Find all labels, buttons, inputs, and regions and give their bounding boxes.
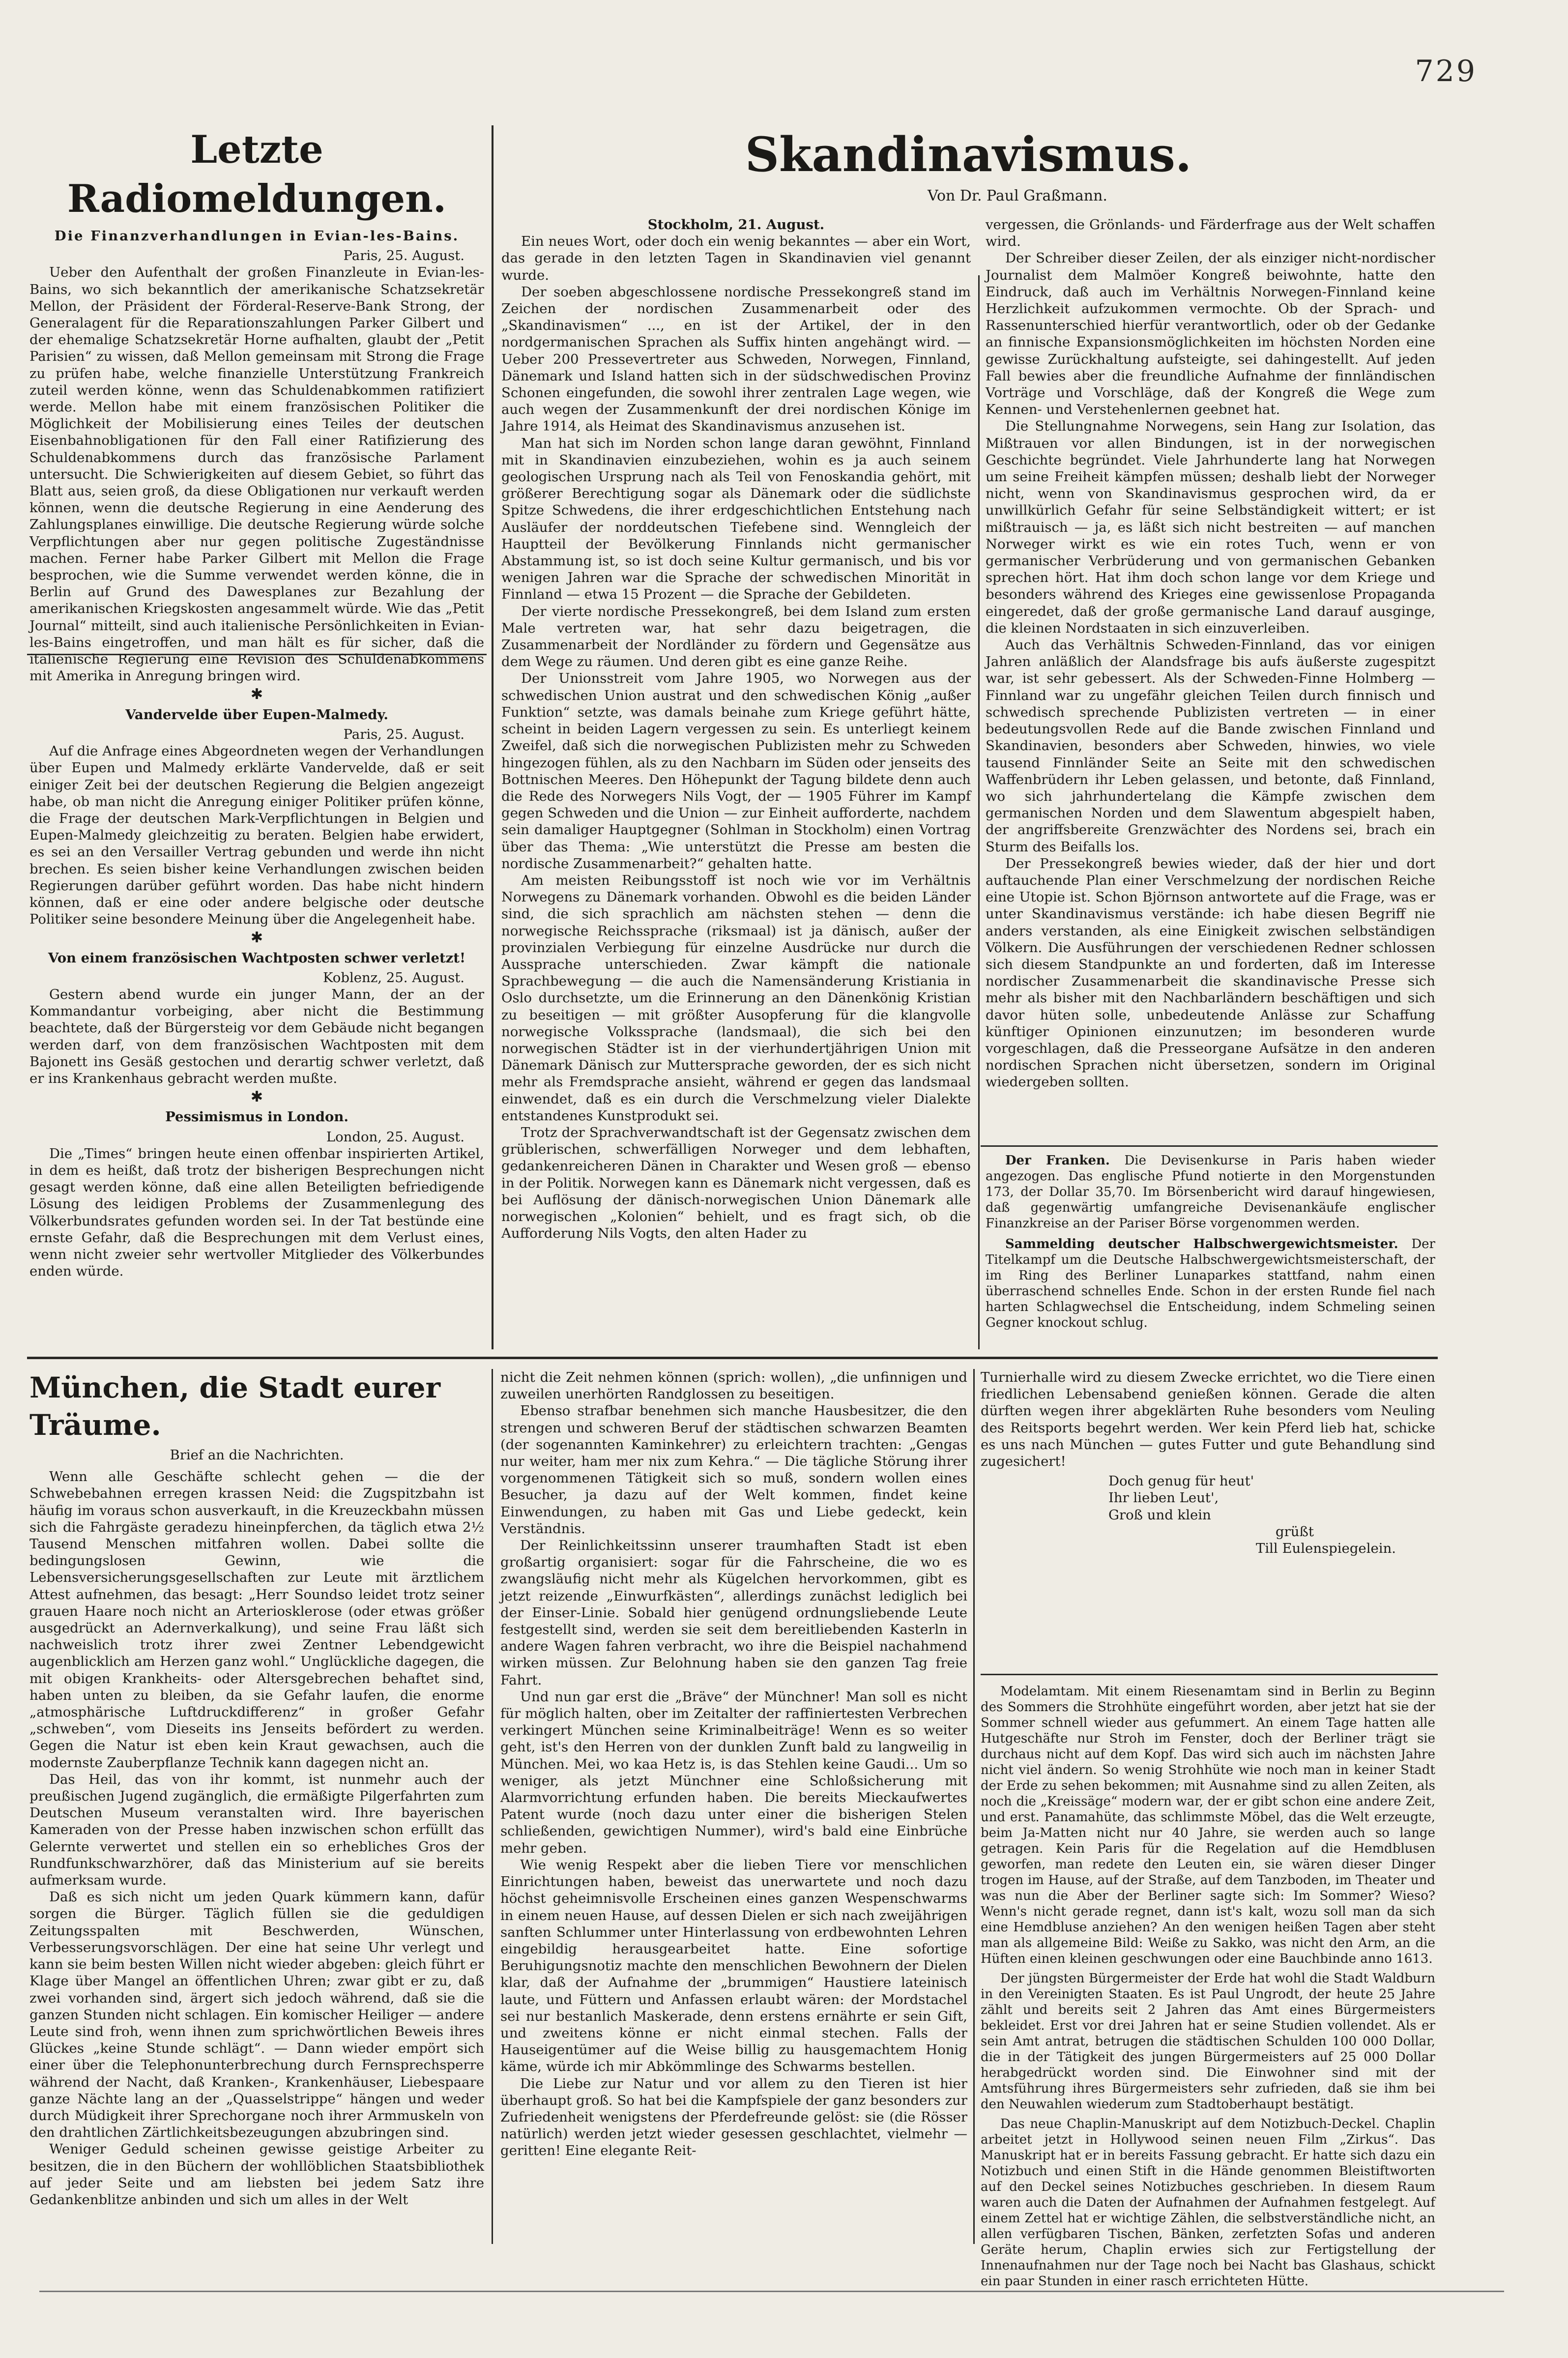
muenchen-headline: München, die Stadt eurer Träume. bbox=[29, 1371, 441, 1442]
radio-subhead-4: Pessimismus in London. bbox=[165, 1109, 348, 1125]
paragraph: Turnierhalle wird zu diesem Zwecke errichtet, wo die Tiere einen friedlichen Lebensabend genießen können. Gerade die alten dürften wegen ihrer abgeklärten Ruhe besonders vom Neuling des Reitsports begehrt werden. Wer kein Pferd lieb hat, schicke es uns nach München — gutes Futter und gute Behandlung sind zugesichert! bbox=[981, 1369, 1435, 1470]
poem-line: Ihr lieben Leut', bbox=[1108, 1490, 1219, 1506]
muenchen-column-1 bbox=[29, 1369, 484, 2244]
muenchen-column-3 bbox=[981, 1369, 1435, 1669]
radio-column bbox=[29, 125, 484, 1349]
separator-star: ✱ bbox=[250, 1088, 263, 1106]
section-rule bbox=[981, 1145, 1438, 1147]
paragraph: Der Unionsstreit vom Jahre 1905, wo Norwegen aus der schwedischen Union austrat und den schwedischen König „außer Funktion“ setzte, was damals beinahe zum Kriege geführt hätte, scheint in beiden Lagern vergessen zu sein. Es unterliegt keinem Zweifel, daß sich die norwegischen Publizisten mehr zu Schweden hingezogen fühlen, als zu den Nachbarn im Süden oder jenseits des Bottnischen Meeres. Den Höhepunkt der Tagung bildete denn auch die Rede des Norwegers Nils Vogt, der — 1905 Führer im Kampf gegen Schweden und die Union — zur Einheit aufforderte, nachdem sein damaliger Hauptgegner (Sohlman in Stockholm) einen Vortrag über das Thema: „Wie unterstützt die Presse am besten die nordische Zusammenarbeit?“ gehalten hatte. bbox=[501, 670, 971, 872]
radio-headline: Letzte Radiomeldungen. bbox=[67, 127, 447, 221]
muenchen-subhead: Brief an die Nachrichten. bbox=[170, 1447, 344, 1463]
radio-dateline-1: Paris, 25. August. bbox=[343, 248, 465, 264]
radio-dateline-2: Paris, 25. August. bbox=[343, 726, 465, 742]
column-rule bbox=[978, 275, 980, 1349]
poem-line: Groß und klein bbox=[1108, 1507, 1211, 1523]
note bbox=[986, 1153, 1435, 1231]
paragraph: Der jüngsten Bürgermeister der Erde hat wohl die Stadt Waldburn in den Vereinigten Staaten. Es ist Paul Ungrodt, der heute 25 Jahre zählt und bereits seit 2 Jahren das Amt eines Bürgermeisters bekleidet. Erst vor drei Jahren hat er seine Studien vollendet. Als er sein Amt antrat, betrugen die städtischen Schulden 100 000 Dollar, die in der Tätigkeit des jungen Bürgermeisters auf 25 000 Dollar herabgedrückt worden sind. Die Einwohner sind mit der Amtsführung ihres Bürgermeisters sehr zufrieden, daß sie ihm bei den Neuwahlen wiederum zum Stadtoberhaupt bestätigt. bbox=[981, 1971, 1435, 2112]
news-notes bbox=[986, 1153, 1435, 1349]
paragraph: Modelamtam. Mit einem Riesenamtam sind in Berlin zu Beginn des Sommers die Strohhüte eingeführt worden, aber jetzt hat sie der Sommer schnell wieder aus gefummert. An einem Tage hatten alle Hutgeschäfte nur Stroh im Fenster, doch der Berliner trägt sie durchaus nicht auf dem Kopf. Das wird sich auch im nächsten Jahre nicht viel ändern. So wenig Strohhüte wie noch man in keiner Stadt der Erde zu sehen bekommen; mit Ausnahme sind zu allen Zeiten, als noch die „Kreissäge“ modern war, der er gibt schon eine andere Zeit, und erst. Panamahüte, das schlimmste Möbel, das die Welt erzeugte, beim Ja-Matten nicht nur 40 Jahre, sie werden auch so lange getragen. Kein Paris für die Regelation auf die Hemdblusen geworfen, man redete den Leuten ein, sie wären dieser Dinger trogen im Hause, auf der Straße, auf dem Tanzboden, im Theater und was nun die Aber der Berliner sagte sich: Im Sommer? Wieso? Wenn's nicht gerade regnet, dann ist's kalt, wozu soll man da sich eine Hemdbluse anziehen? An den wenigen heißen Tagen aber steht man als allgemeine Bild: Weiße zu Sakko, was nicht den Arm, an die Hüften einen kleinen geschwungen oder eine Bauchbinde anno 1613. bbox=[981, 1684, 1435, 1966]
byline: Von Dr. Paul Graßmann. bbox=[928, 187, 1107, 204]
paragraph: vergessen, die Grönlands- und Färderfrage aus der Welt schaffen wird. bbox=[986, 217, 1435, 250]
skandinavismus-column-1 bbox=[501, 216, 971, 1349]
section-rule bbox=[27, 1357, 1438, 1359]
radio-text-3: Gestern abend wurde ein junger Mann, der an der Kommandantur vorbeiging, aber nicht die Bestimmung beachtete, daß der Bürgersteig vor dem Gebäude nicht begangen werden darf, von dem französischen Wachtposten mit dem Bajonett ins Gesäß gestochen und derartig schwer verletzt, daß er ins Krankenhaus gebracht werden mußte. bbox=[29, 986, 484, 1086]
paragraph: Das neue Chaplin-Manuskript auf dem Notizbuch-Deckel. Chaplin arbeitet jetzt in Hollywood seinen neuen Film „Zirkus“. Das Manuskript hat er in bereits Fassung gebracht. Er hatte sich dazu ein Notizbuch und einen Stift in die Hände genommen Bleistiftworten auf den Deckel seines Notizbuches geschrieben. In diesem Raum waren auch die Daten der Aufnahmen der Aufnahmen festgelegt. Auf einem Zettel hat er wichtige Zählen, die selbstverständliche nicht, an allen verfügbaren Tischen, Bänken, zerfetzten Sofas und anderen Geräte herum, Chaplin erwies sich zur Fertigstellung der Innenaufnahmen nur der Tage noch bei Nacht bas Glashaus, schickt ein paar Stunden in einer rasch errichteten Hütte. bbox=[981, 2117, 1435, 2289]
radio-subhead-2: Vandervelde über Eupen-Malmedy. bbox=[125, 706, 388, 723]
sign-line: grüßt bbox=[1276, 1523, 1314, 1540]
paragraph: Und nun gar erst die „Bräve“ der Münchner! Man soll es nicht für möglich halten, ober im Zeitalter der raffiniertesten Verbrechen verkingert München seine Kriminalbeiträge! Wenn es so weiter geht, ist's den Herren von der dunklen Zunft bald zu langweilig in München. Mei, wo kaa Hetz is, is das Stehlen keine Gaudi... Um so weniger, als jetzt Münchner eine Schloßsicherung mit Alarmvorrichtung erfunden haben. Die bereits Mieckaufwertes Patent wurde (noch dazu unter einer die bisherigen Stelen schließenden, gewichtigen Nummer), wird's bald eine Einbrüche mehr geben. bbox=[500, 1688, 967, 1856]
paragraph: Ebenso strafbar benehmen sich manche Hausbesitzer, die den strengen und schweren Beruf der städtischen schwarzen Beamten (der sogenannten Kaminkehrer) zu erleichtern trachten: „Gengas nur weiter, ham mer nix zum Kehra.“ — Die tägliche Störung ihrer vorgenommenen Tätigkeit sich so muß, sondern wollen eines Besucher, ja dazu auf der Welt kommen, findet keine Einwendungen, zu haben mit Gas und Liebe gedeckt, kein Verständnis. bbox=[500, 1403, 967, 1537]
paragraph: Der Reinlichkeitssinn unserer traumhaften Stadt ist eben großartig organisiert: sogar für die Fahrscheine, die wo es zwangsläufig nicht mehr als Kügelchen hervorkommen, gibt es jetzt reizende „Einwurfkästen“, allerdings zunächst lediglich bei der Einser-Linie. Sobald hier genügend ordnungsliebende Leute festgestellt sind, werden sie seit dem bereitliebenden Kasterln in andere Wagen fahren verbracht, wo ihre die Beispiel nachahmend wirken müssen. Zur Belohnung haben sie den ganzen Tag freie Fahrt. bbox=[500, 1538, 967, 1688]
note bbox=[986, 1236, 1435, 1331]
note-text: Der Titelkampf um die Deutsche Halbschwergewichtsmeisterschaft, der im Ring des Berliner Lunaparkes stattfand, nahm einen überraschend schnelles Ende. Schon in der ersten Runde fiel nach harten Schlagwechsel die Entscheidung, indem Schmeling seinen Gegner knockout schlug. bbox=[986, 1237, 1435, 1330]
paragraph: Wenn alle Geschäfte schlecht gehen — die der Schwebebahnen erregen krassen Neid: die Zugspitzbahn ist häufig im voraus schon ausverkauft, in die Kreuzeckbahn müssen sich die Fahrgäste geradezu hineinpferchen, da täglich etwa 2½ Tausend Menschen mitfahren wollen. Dabei sollte die bedingungslosen Gewinn, wie die Lebensversicherungsgesellschaften zur Leute mit ärztlichem Attest aufnehmen, das besagt: „Herr Soundso leidet trotz seiner grauen Haare noch nicht an Arteriosklerose (oder etwas größer ausgedrückt an Adernverkalkung), und seine Frau läßt sich nachweislich trotz ihrer zwei Zentner Lebendgewicht augenblicklich am Herzen ganz wohl.“ Unglückliche dagegen, die mit obigen Krankheits- oder Altersgebrechen behaftet sind, haben unten zu bleiben, da sie Gefahr laufen, die enorme „atmosphärische Luftdruckdifferenz“ in großer Gefahr „schweben“, vom Dieseits ins Jenseits befördert zu werden. Gegen die Natur ist eben kein Kraut gewachsen, auch die modernste Zauberpflanze Technik kann dagegen nicht an. bbox=[29, 1469, 484, 1771]
paragraph: Man hat sich im Norden schon lange daran gewöhnt, Finnland mit in Skandinavien einzubeziehen, wohin es ja auch seinem geologischen Ursprung nach als Teil von Fenoskandia gehört, mit größerer Berechtigung sogar als Dänemark oder die südlichste Spitze Schwedens, die ihrer erdgeschichtlichen Entstehung nach Ausläufer der norddeutschen Tiefebene sind. Wenngleich der Hauptteil der Bevölkerung Finnlands nicht germanischer Abstammung ist, so ist doch seine Kultur germanisch, und bis vor wenigen Jahren war die Sprache der schwedischen Minorität in Finnland — etwa 15 Prozent — die Sprache der Gebildeten. bbox=[501, 435, 971, 603]
poem bbox=[981, 1473, 1435, 1523]
paragraph: Der Schreiber dieser Zeilen, der als einziger nicht-nordischer Journalist dem Malmöer Kongreß beiwohnte, hatte den Eindruck, daß auch im Verhältnis Norwegen-Finnland keine Herzlichkeit aufzukommen vermochte. Ob der Sprach- und Rassenunterschied hierfür verantwortlich, oder ob der Gedanke an finnische Expansionsmöglichkeiten im höchsten Norden eine gewisse Zurückhaltung aufsteigte, sei dahingestellt. Auf jeden Fall bewies aber die freundliche Aufnahme der finnländischen Vorträge und Vorschläge, daß der Kongreß die Wege zum Kennen- und Verstehenlernen geebnet hat. bbox=[986, 250, 1435, 418]
note-title: Der Franken. bbox=[1005, 1153, 1110, 1168]
paragraph: Wie wenig Respekt aber die lieben Tiere vor menschlichen Einrichtungen haben, beweist das unerwartete und noch dazu höchst geheimnisvolle Erscheinen eines ganzen Wespenschwarms in einem neuen Hause, auf dessen Dielen er sich nach zweijährigen sanften Schlummer unter Hinterlassung von erdbewohnten Lehren eingebildig herausgearbeitet hatte. Eine sofortige Beruhigungsnotiz machte den menschlichen Bewohnern der Dielen klar, daß der Aufnahme der „brummigen“ Haustiere lateinisch laute, und Füttern und Anfassen erlaubt wären: der Mordstachel sei nur bestanlich Maskerade, denn erstens ernährte er sein Gift, und zweitens könne er nicht einmal stechen. Falls der Hauseigentümer auf die Weise billig zu hausgemachtem Honig käme, würde ich mir Abkömmlinge des Schwarms bestellen. bbox=[500, 1857, 967, 2075]
miscellany-column bbox=[981, 1684, 1435, 2289]
column-rule bbox=[492, 125, 494, 1349]
paragraph: Trotz der Sprachverwandtschaft ist der Gegensatz zwischen dem grüblerischen, schwerfälligen Norweger und dem lebhaften, gedankenreicheren Dänen in Charakter und Wesen groß — ebenso in der Politik. Norwegen kann es Dänemark nicht vergessen, daß es bei Auflösung der dänisch-norwegischen Union Dänemark alle norwegischen „Kolonien“ behielt, und es fragt sich, ob die Aufforderung Nils Vogts, den alten Hader zu bbox=[501, 1124, 971, 1242]
signature bbox=[981, 1523, 1435, 1557]
skandinavismus-header bbox=[501, 125, 1435, 209]
column-rule bbox=[973, 1369, 975, 2244]
paragraph: Daß es sich nicht um jeden Quark kümmern kann, dafür sorgen die Bürger. Täglich füllen sie die geduldigen Zeitungsspalten mit Beschwerden, Wünschen, Verbesserungsvorschlägen. Der eine hat seine Uhr verlegt und kann sie beim besten Willen nicht wieder abgeben: gleich führt er Klage über Mangel an öffentlichen Uhren; zwar gibt er zu, daß zwei vorhanden sind, ärgert sich jedoch während, daß sie die ganzen Stunden nicht schlagen. Ein komischer Heiliger — andere Leute sind froh, wenn ihnen zum sprichwörtlichen Beweis ihres Glückes „keine Stunde schlägt“. — Dann wieder empört sich einer über die Telephonunterbrechung durch Fernsprechsperre während der Nacht, daß Kranken-, Krankenhäuser, Liebespaare ganze Nächte lang an der „Quasselstrippe“ hängen und weder durch Müdigkeit ihrer Sprechorgane noch ihrer Armmuskeln von den drahtlichen Zärtlichkeitsbezeugungen abzubringen sind. bbox=[29, 1889, 484, 2141]
radio-text-2: Auf die Anfrage eines Abgeordneten wegen der Verhandlungen über Eupen und Malmedy erklärte Vandervelde, daß er seit einiger Zeit bei der deutschen Regierung die Belgien angezeigt habe, ob man nicht die Anregung einiger Politiker prüfen könne, die Frage der deutschen Mark-Verpflichtungen in Belgien und Eupen-Malmedy gleichzeitig zu beraten. Belgien habe erwidert, es sei an den Versailler Vertrag gebunden und werde ihn nicht brechen. Es seien bisher keine Verhandlungen zwischen beiden Regierungen darüber geführt worden. Das habe nicht hindern können, daß er eine oder andere belgische oder deutsche Politiker seine besondere Meinung über die Angelegenheit habe. bbox=[29, 743, 484, 928]
page-bottom-edge bbox=[39, 2291, 1504, 2292]
muenchen-column-2 bbox=[500, 1369, 967, 2244]
radio-subhead-1: Die Finanzverhandlungen in Evian-les-Bains. bbox=[54, 228, 460, 244]
poem-line: Doch genug für heut' bbox=[1108, 1473, 1254, 1489]
paragraph: nicht die Zeit nehmen können (sprich: wollen), „die unfinnigen und zuweilen unerhörten Randglossen zu beseitigen. bbox=[500, 1369, 967, 1402]
radio-text-4: Die „Times“ bringen heute einen offenbar inspirierten Artikel, in dem es heißt, daß trotz der bisherigen Besprechungen nicht gesagt werden könne, daß eine allen Beteiligten befriedigende Lösung des leidigen Problems der Zusammenlegung des Völkerbundsrates gefunden worden sei. In der Tat bestünde eine ernste Gefahr, daß die Besprechungen mit dem Verlust eines, wenn nicht zweier sehr wertvoller Mitglieder des Völkerbundes enden würde. bbox=[29, 1145, 484, 1280]
note-text: Die Devisenkurse in Paris haben wieder angezogen. Das englische Pfund notierte in den Morgenstunden 173, der Dollar 35,70. Im Börsenbericht wird darauf hingewiesen, daß gegenwärtig umfangreiche Devisenankäufe englischer Finanzkreise an der Pariser Börse vorgenommen werden. bbox=[986, 1153, 1435, 1231]
skandinavismus-column-2 bbox=[986, 216, 1435, 1140]
paragraph: Der Pressekongreß bewies wieder, daß der hier und dort auftauchende Plan einer Verschmelzung der nordischen Reiche eine Utopie ist. Schon Björnson antwortete auf die Frage, was er unter Skandinavismus verstände: ich habe diesen Begriff nie anders verstanden, als eine Einigkeit zwischen selbständigen Völkern. Die Ausführungen der verschiedenen Redner schlossen sich diesem Standpunkte an und forderten, daß im Interesse nordischer Zusammenarbeit die skandinavische Presse sich mehr als bisher mit den Nachbarländern beschäftigen und sich davor hüten solle, unbedeutende Anlässe zur Schaffung künftiger Opinionen einzunutzen; im besonderen wurde vorgeschlagen, daß die Presseorgane Aufsätze in den anderen nordischen Sprachen nicht übersetzen, sondern im Original wiedergeben sollten. bbox=[986, 855, 1435, 1090]
sign-author: Till Eulenspiegelein. bbox=[1256, 1541, 1396, 1557]
paragraph: Am meisten Reibungsstoff ist noch wie vor im Verhältnis Norwegens zu Dänemark vorhanden. Obwohl es die beiden Länder sind, die sich sprachlich am nächsten stehen — denn die norwegische Reichssprache (riksmaal) ist ja dänisch, außer der provinzialen Verbiegung für einzelne Ausdrücke nur durch die Aussprache unterschieden. Zwar kämpft die nationale Sprachbewegung — die auch die Namensänderung Kristiania in Oslo durchsetzte, um die Erinnerung an den Dänenkönig Kristian zu beseitigen — mit größter Ausopferung für die klangvolle norwegische Volkssprache (landsmaal), die sich bei den norwegischen Städter ist in der vierhundertjährigen Union mit Dänemark Dänisch zur Muttersprache geworden, der es sich nicht mehr als Fremdsprache ansieht, während er gegen das landsmaal einwendet, daß es ein durch die Verschmelzung vieler Dialekte entstandenes Kunstprodukt sei. bbox=[501, 872, 971, 1124]
column-rule bbox=[492, 1369, 493, 2244]
skandinavismus-headline: Skandinavismus. bbox=[745, 127, 1192, 182]
radio-subhead-3: Von einem französischen Wachtposten schwer verletzt! bbox=[48, 950, 466, 966]
page-number: 729 bbox=[1415, 54, 1477, 88]
note-title: Sammelding deutscher Halbschwergewichtsmeister. bbox=[1005, 1237, 1398, 1252]
paragraph: Der vierte nordische Pressekongreß, bei dem Island zum ersten Male vertreten war, hat sehr dazu beigetragen, die Zusammenarbeit der Nordländer zu fördern und Gegensätze aus dem Wege zu räumen. Und deren gibt es eine ganze Reihe. bbox=[501, 603, 971, 670]
section-rule bbox=[981, 1674, 1438, 1675]
separator-star: ✱ bbox=[250, 686, 263, 703]
paragraph: Auch das Verhältnis Schweden-Finnland, das vor einigen Jahren anläßlich der Alandsfrage bis aufs äußerste zugespitzt war, ist sehr gebessert. Als der Schweden-Finne Holmberg — Finnland war zu ungefähr gleichen Teilen durch finnisch und schwedisch sprechende Publizisten vertreten — in einer bedeutungsvollen Rede auf die Bande zwischen Finnland und Skandinavien, besonders aber Schweden, hinwies, wo viele tausend Finnländer Seite an Seite mit den schwedischen Waffenbrüdern ihr Leben gelassen, und betonte, daß Finnland, wo sich jahrhundertelang die Kämpfe zwischen dem germanischen Norden und dem Slawentum abgespielt haben, der angriffsbereite Grenzwächter des Nordens sei, brach ein Sturm des Beifalls los. bbox=[986, 637, 1435, 855]
radio-text-1: Ueber den Aufenthalt der großen Finanzleute in Evian-les-Bains, wo sich bekanntlich der amerikanische Schatzsekretär Mellon, der Präsident der Förderal-Reserve-Bank Strong, der Generalagent für die Reparationszahlungen Parker Gilbert und der ehemalige Schatzsekretär Horne aufhalten, glaubt der „Petit Parisien“ zu wissen, daß Mellon gemeinsam mit Strong die Frage zu prüfen habe, welche finanzielle Unterstützung Frankreich zuteil werden könne, wenn das Schuldenabkommen ratifiziert werde. Mellon habe mit einem französischen Politiker die Möglichkeit der Mobilisierung eines Teiles der deutschen Eisenbahnobligationen für den Fall einer Ratifizierung des Schuldenabkommens durch das französische Parlament untersucht. Die Schwierigkeiten auf diesem Gebiet, so führt das Blatt aus, seien groß, da diese Obligationen nur verkauft werden können, wenn die deutsche Regierung in eine Aenderung des Zahlungsplanes einwillige. Die deutsche Regierung würde solche Verpflichtungen aber nur gegen politische Zugeständnisse machen. Ferner habe Parker Gilbert mit Mellon die Frage besprochen, wie die Summe verwendet werden könne, die in Berlin auf Grund des Dawesplanes zur Bezahlung der amerikanischen Kriegskosten angesammelt würde. Wie das „Petit Journal“ mitteilt, sind auch italienische Persönlichkeiten in Evian-les-Bains eingetroffen, und man hält es für sicher, daß die italienische Regierung eine Revision des Schuldenabkommens mit Amerika in Anregung bringen wird. bbox=[29, 264, 484, 684]
radio-dateline-4: London, 25. August. bbox=[326, 1129, 465, 1145]
paragraph: Weniger Geduld scheinen gewisse geistige Arbeiter zu besitzen, die in den Büchern der wohllöblichen Staatsbibliothek auf jeder Seite und am liebsten bei jedem Satz ihre Gedankenblitze anbinden und sich um alles in der Welt bbox=[29, 2141, 484, 2208]
separator-star: ✱ bbox=[250, 929, 263, 947]
skandinavismus-dateline: Stockholm, 21. August. bbox=[647, 217, 825, 233]
paragraph: Der soeben abgeschlossene nordische Pressekongreß stand im Zeichen der nordischen Zusammenarbeit oder des „Skandinavismen“ ..., en ist der Artikel, der in den nordgermanischen Sprachen als Suffix hinten angehängt wird. — Ueber 200 Pressevertreter aus Schweden, Norwegen, Finnland, Dänemark und Island hatten sich in der südschwedischen Provinz Schonen eingefunden, die sowohl ihrer zentralen Lage wegen, wie auch wegen der Zusammenkunft der drei nordischen Könige im Jahre 1914, als Heimat des Skandinavismus anzusehen ist. bbox=[501, 284, 971, 435]
paragraph: Ein neues Wort, oder doch ein wenig bekanntes — aber ein Wort, das gerade in den letzten Tagen in Skandinavien viel genannt wurde. bbox=[501, 233, 971, 283]
radio-dateline-3: Koblenz, 25. August. bbox=[323, 969, 465, 986]
paragraph: Die Stellungnahme Norwegens, sein Hang zur Isolation, das Mißtrauen vor allen Bindungen, ist in der norwegischen Geschichte begründet. Viele Jahrhunderte lang hat Norwegen um seine Freiheit kämpfen müssen; deshalb liebt der Norweger nicht, wenn von Skandinavismus gesprochen wird, da er unwillkürlich Gefahr für seine Selbständigkeit wittert; er ist mißtrauisch — ja, es läßt sich nicht bestreiten — auf manchen Norweger wirkt es wie ein rotes Tuch, wenn er von germanischer Verbrüderung und von germanischen Gebanken sprechen hört. Hat ihm doch schon lange vor dem Kriege und besonders während des Krieges eine gewissenlose Propaganda eingeredet, daß der große germanische Land darauf ausginge, die kleinen Nordstaaten in sich einzuverleiben. bbox=[986, 418, 1435, 636]
paragraph: Die Liebe zur Natur und vor allem zu den Tieren ist hier überhaupt groß. So hat bei die Kampfspiele der ganz besonders zur Zufriedenheit wenigstens der Pferdefreunde gelöst: sie (die Rösser natürlich) werden jetzt wieder gesessen geschlachtet, vielmehr — geritten! Eine elegante Reit- bbox=[500, 2075, 967, 2159]
paragraph: Das Heil, das von ihr kommt, ist nunmehr auch der preußischen Jugend zugänglich, die ermäßigte Pilgerfahrten zum Deutschen Museum veranstalten wird. Ihre bayerischen Kameraden von der Presse haben inzwischen schon erfüllt das Gelernte verwertet und stellen ein so erhebliches Gros der Rundfunkschwarzhörer, daß das Ministerium auf sie bereits aufmerksam wurde. bbox=[29, 1771, 484, 1889]
